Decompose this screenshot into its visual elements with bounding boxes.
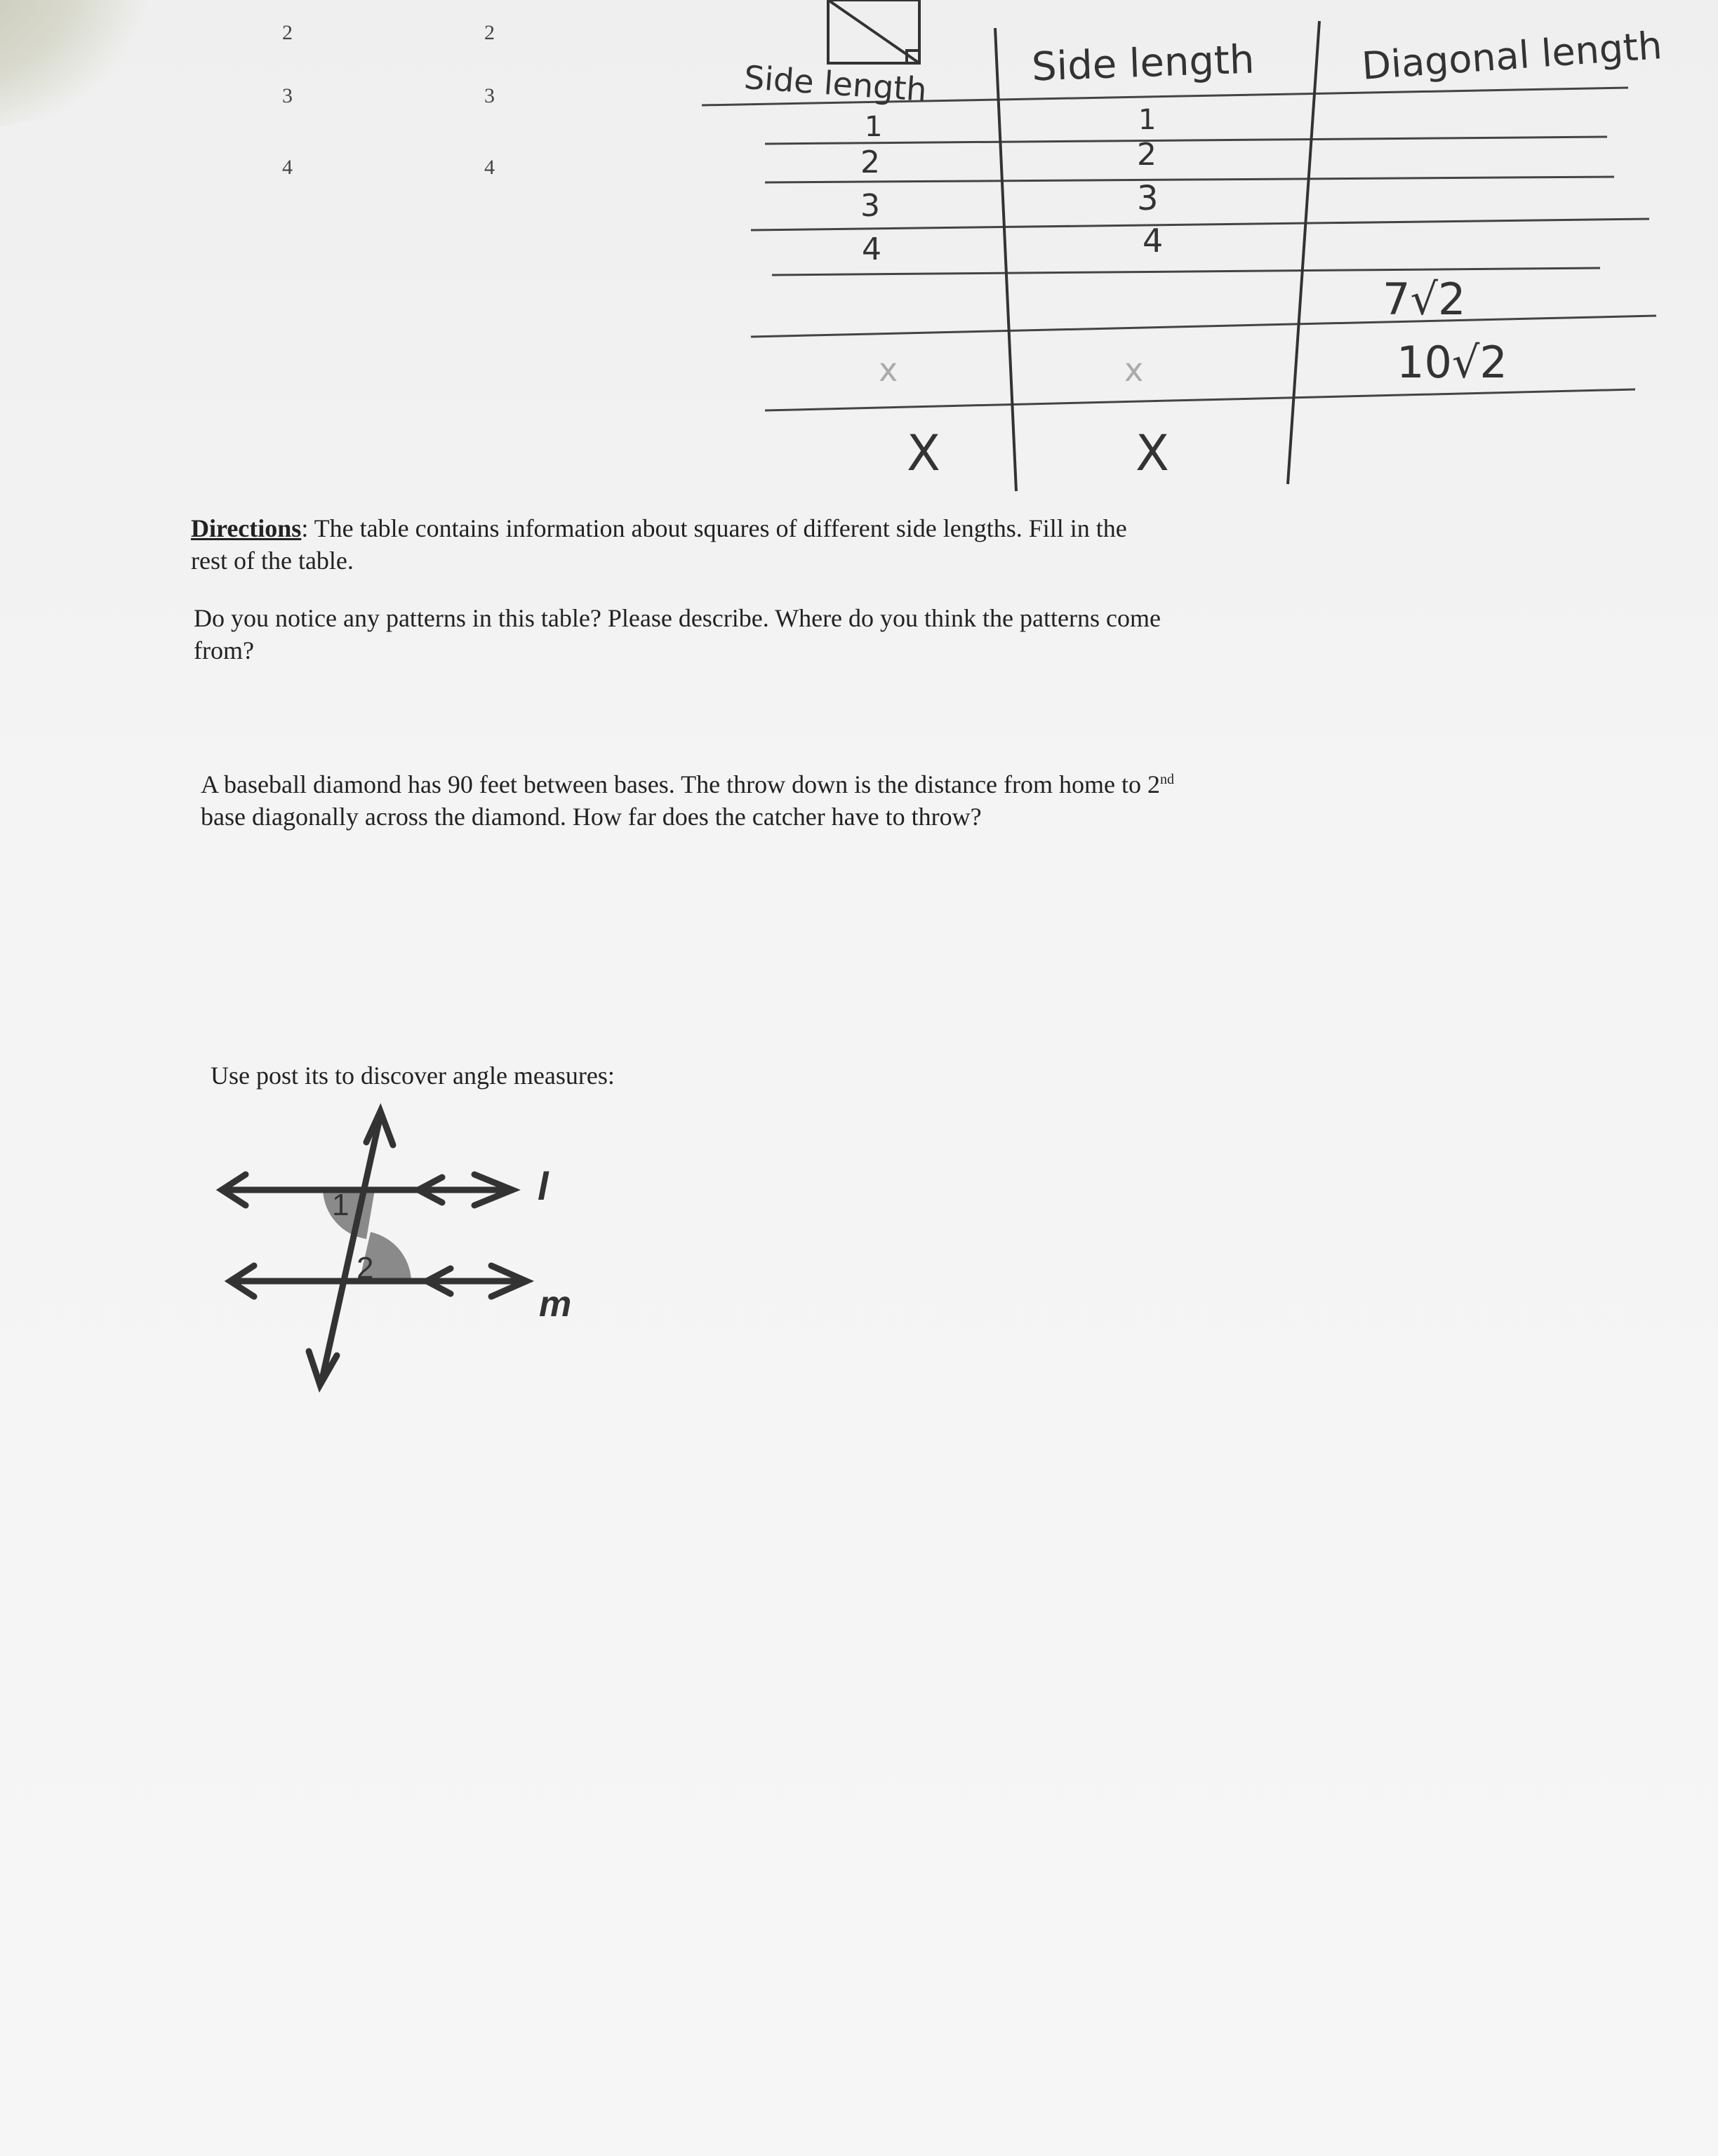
diagonal-value: 7√2 bbox=[1383, 274, 1466, 325]
baseball-superscript: nd bbox=[1160, 772, 1174, 787]
col1-value: 3 bbox=[860, 188, 880, 224]
faint-x-mark: x bbox=[1124, 351, 1144, 389]
header-diagonal-length: Diagonal length bbox=[1360, 23, 1664, 88]
faint-x-mark: x bbox=[879, 351, 898, 389]
patterns-line1: Do you notice any patterns in this table? Please describe. Where do you think the patterns come bbox=[194, 604, 1161, 632]
left-number: 3 bbox=[282, 84, 293, 107]
line-l-label: l bbox=[538, 1164, 549, 1208]
col2-value: 1 bbox=[1138, 104, 1157, 136]
directions-label: Directions bbox=[191, 514, 302, 542]
col1-value: 1 bbox=[865, 111, 883, 143]
angle-2-label: 2 bbox=[357, 1251, 374, 1285]
left-number: 4 bbox=[484, 156, 495, 179]
directions-text: : The table contains information about squares of different side lengths. Fill in the bbox=[301, 514, 1127, 542]
patterns-question bbox=[194, 602, 1387, 667]
angle-1-label: 1 bbox=[332, 1188, 349, 1222]
col2-value: 2 bbox=[1137, 137, 1157, 173]
directions-text-line2: rest of the table. bbox=[191, 547, 354, 575]
left-number: 4 bbox=[282, 156, 293, 179]
header-side-length-2: Side length bbox=[1030, 36, 1256, 91]
post-its-instruction: Use post its to discover angle measures: bbox=[211, 1062, 615, 1090]
baseball-question bbox=[201, 763, 1394, 833]
line-m-label: m bbox=[539, 1284, 572, 1325]
col2-value: 4 bbox=[1143, 222, 1164, 260]
parallel-lines-diagram bbox=[204, 1102, 625, 1396]
patterns-line2: from? bbox=[194, 636, 254, 664]
x-mark: X bbox=[1136, 424, 1169, 482]
baseball-line2: base diagonally across the diamond. How far does the catcher have to throw? bbox=[201, 803, 982, 831]
directions-block bbox=[191, 512, 1314, 577]
x-mark: X bbox=[907, 424, 940, 482]
col1-value: 4 bbox=[862, 232, 881, 267]
header-side-length-1: Side length bbox=[743, 58, 928, 109]
left-number: 3 bbox=[484, 84, 495, 107]
left-number: 2 bbox=[282, 21, 293, 44]
baseball-line1: A baseball diamond has 90 feet between bases. The throw down is the distance from home to 2 bbox=[201, 770, 1160, 798]
col1-value: 2 bbox=[860, 145, 880, 180]
diagonal-value: 10√2 bbox=[1397, 337, 1507, 388]
col2-value: 3 bbox=[1137, 179, 1159, 218]
left-number: 2 bbox=[484, 21, 495, 44]
square-sketch-icon bbox=[828, 0, 919, 63]
